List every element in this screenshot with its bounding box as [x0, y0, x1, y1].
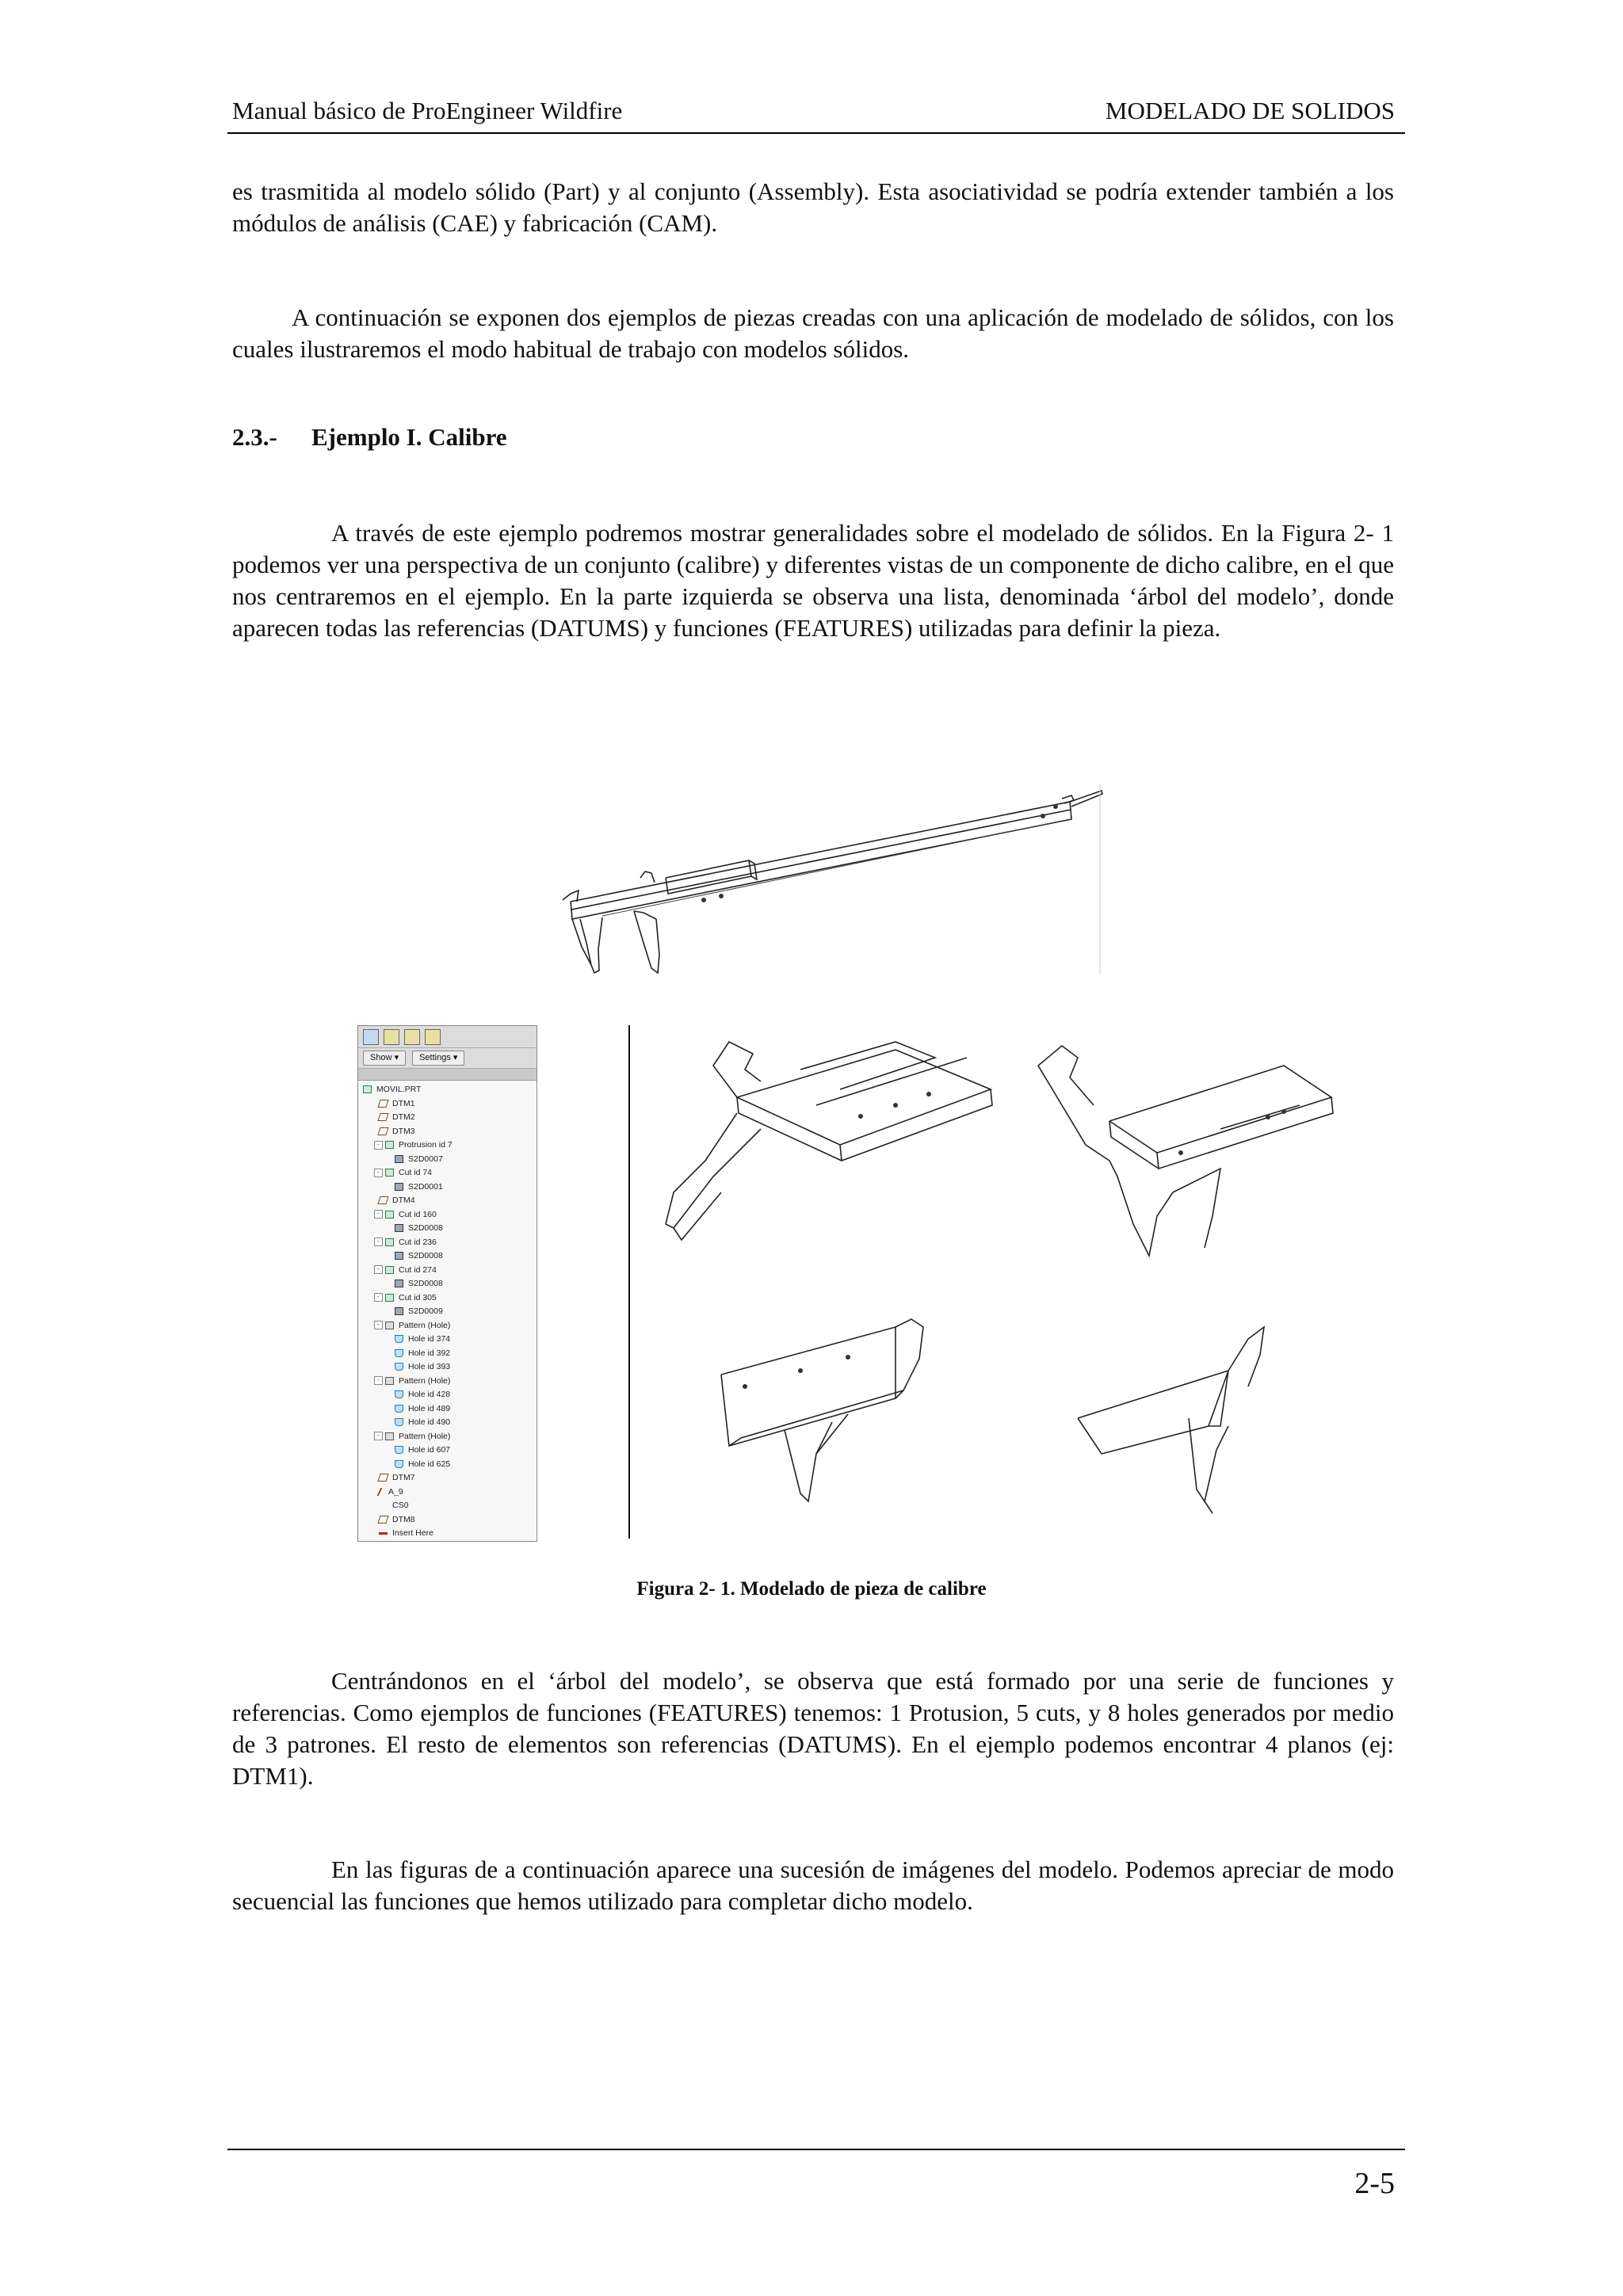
feature-icon	[385, 1266, 394, 1274]
paragraph-5: En las figuras de a continuación aparece una sucesión de imágenes del modelo. Podemos apreciar de modo secuencial las funciones que hemos utilizado para completar dicho modelo.	[232, 1855, 1394, 1915]
section-number: 2.3.-	[232, 423, 277, 451]
tree-item[interactable]	[358, 1194, 537, 1208]
tree-item[interactable]	[358, 1347, 537, 1361]
tree-item[interactable]	[358, 1458, 537, 1472]
hole-icon	[395, 1335, 403, 1343]
figure-divider	[628, 1025, 630, 1539]
tree-item[interactable]	[358, 1097, 537, 1112]
datum-plane-icon	[377, 1196, 388, 1204]
datum-plane-icon	[377, 1113, 388, 1121]
figure-caption: Figura 2- 1. Modelado de pieza de calibre	[636, 1578, 987, 1600]
tree-item-label: Cut id 160	[399, 1209, 437, 1219]
tree-item[interactable]	[358, 1375, 537, 1389]
tree-item-label: S2D0009	[408, 1306, 443, 1316]
pattern-icon	[385, 1322, 394, 1329]
tree-item[interactable]	[358, 1471, 537, 1486]
tree-item[interactable]	[358, 1277, 537, 1291]
tree-item[interactable]	[358, 1486, 537, 1500]
hole-icon	[395, 1460, 403, 1468]
tree-item[interactable]	[358, 1527, 537, 1541]
collapse-icon[interactable]: -	[374, 1376, 383, 1385]
datum-plane-icon	[377, 1474, 388, 1482]
tree-item[interactable]	[358, 1111, 537, 1125]
collapse-icon[interactable]: -	[374, 1169, 383, 1177]
tree-item[interactable]	[358, 1222, 537, 1236]
datum-axis-icon	[377, 1488, 386, 1496]
section-heading	[232, 423, 507, 452]
tree-item-label: Hole id 490	[408, 1417, 451, 1427]
show-menu-button[interactable]: Show ▾	[363, 1051, 406, 1066]
collapse-icon[interactable]: -	[374, 1141, 383, 1150]
tree-item-label: Hole id 374	[408, 1334, 451, 1344]
add-item-icon[interactable]	[404, 1029, 420, 1045]
hole-icon	[395, 1363, 403, 1371]
collapse-icon[interactable]: -	[374, 1293, 383, 1302]
tree-item-label: Protrusion id 7	[399, 1140, 453, 1150]
caliper-assembly-figure	[555, 784, 1102, 982]
tree-item-label: Cut id 74	[399, 1168, 433, 1177]
tree-item[interactable]	[358, 1166, 537, 1180]
tree-item-label: DTM4	[392, 1196, 415, 1205]
tree-item-label: CS0	[392, 1501, 409, 1510]
part-view-bottom-right	[1070, 1323, 1284, 1521]
tree-item-label: Hole id 392	[408, 1348, 451, 1358]
tree-item[interactable]	[358, 1402, 537, 1417]
tree-item[interactable]	[358, 1236, 537, 1250]
sketch-icon	[395, 1224, 403, 1232]
tree-item[interactable]	[358, 1125, 537, 1139]
tree-item-label: Pattern (Hole)	[399, 1375, 451, 1386]
feature-icon	[385, 1294, 394, 1302]
header-rule	[227, 132, 1405, 134]
header-title: Manual básico de ProEngineer Wildfire	[232, 97, 623, 124]
tree-item[interactable]	[358, 1180, 537, 1195]
model-tree-panel	[357, 1025, 537, 1542]
footer-rule	[227, 2149, 1405, 2150]
tree-item-label: Hole id 428	[408, 1390, 451, 1399]
paragraph-3: A través de este ejemplo podremos mostrar generalidades sobre el modelado de sólidos. En la Figura 2- 1 podemos ver una perspectiva de un conjunto (calibre) y diferentes vistas de un componente de dicho calibre, en el que nos centraremos en el ejemplo. En la parte izquierda se observa una lista, denominada ‘árbol del modelo’, donde aparecen todas las referencias (DATUMS) y funciones (FEATURES) utilizadas para definir la pieza.	[232, 519, 1394, 642]
tree-item[interactable]	[358, 1444, 537, 1458]
tree-item-label: Pattern (Hole)	[399, 1431, 451, 1441]
tree-item[interactable]	[358, 1305, 537, 1319]
pattern-icon	[385, 1432, 394, 1440]
feature-icon	[385, 1169, 394, 1177]
datum-plane-icon	[377, 1516, 388, 1524]
tree-item[interactable]	[358, 1388, 537, 1402]
tree-item[interactable]	[358, 1360, 537, 1375]
tree-item-label: DTM8	[392, 1514, 415, 1524]
tree-item-label: S2D0007	[408, 1154, 443, 1164]
part-view-bottom-left	[705, 1311, 943, 1509]
tree-item[interactable]	[358, 1319, 537, 1333]
tree-item[interactable]	[358, 1138, 537, 1153]
tree-item-label: DTM2	[392, 1112, 415, 1122]
tree-item[interactable]	[358, 1430, 537, 1444]
model-tree-list	[358, 1081, 537, 1541]
hole-icon	[395, 1390, 403, 1398]
feature-icon	[385, 1141, 394, 1149]
tree-item-label: S2D0008	[408, 1279, 443, 1288]
model-tree-icon[interactable]	[363, 1029, 379, 1045]
sketch-icon	[395, 1183, 403, 1191]
model-tree-menu	[358, 1048, 537, 1069]
tree-item-label: Insert Here	[392, 1528, 433, 1538]
feature-icon	[385, 1211, 394, 1219]
sketch-icon	[395, 1280, 403, 1287]
tree-item[interactable]	[358, 1513, 537, 1527]
tree-item[interactable]	[358, 1249, 537, 1264]
collapse-icon[interactable]: -	[374, 1238, 383, 1246]
tree-item[interactable]	[358, 1083, 537, 1097]
tree-item-label: Hole id 625	[408, 1459, 451, 1469]
tree-item[interactable]	[358, 1333, 537, 1347]
hole-icon	[395, 1446, 403, 1454]
paragraph-2: A continuación se exponen dos ejemplos de piezas creadas con una aplicación de modelado de sólidos, con los cuales ilustraremos el modo habitual de trabajo con modelos sólidos.	[232, 303, 1394, 363]
tree-item[interactable]	[358, 1291, 537, 1306]
sketch-icon	[395, 1155, 403, 1163]
tree-item-label: S2D0008	[408, 1251, 443, 1261]
model-tree-toolbar	[358, 1026, 537, 1048]
tree-item-label: Pattern (Hole)	[399, 1320, 451, 1330]
tree-item[interactable]	[358, 1264, 537, 1278]
part-view-top-left	[658, 1034, 1006, 1248]
tree-item-label: S2D0008	[408, 1223, 443, 1233]
paragraph-4: Centrándonos en el ‘árbol del modelo’, se observa que está formado por una serie de funciones y referencias. Como ejemplos de funciones (FEATURES) tenemos: 1 Protusion, 5 cuts, y 8 holes generados por medio de 3 patrones. El resto de elementos son referencias (DATUMS). En el ejemplo podemos encontrar 4 planos (ej: DTM1).	[232, 1667, 1394, 1790]
tree-item-label: DTM7	[392, 1473, 415, 1482]
datum-plane-icon	[377, 1100, 388, 1108]
tree-item-label: MOVIL.PRT	[376, 1085, 422, 1094]
tree-item[interactable]	[358, 1208, 537, 1222]
tree-item[interactable]	[358, 1416, 537, 1430]
tree-item-label: Hole id 489	[408, 1403, 451, 1413]
settings-menu-button[interactable]: Settings ▾	[412, 1051, 464, 1066]
sketch-icon	[395, 1252, 403, 1260]
collapse-icon[interactable]: -	[374, 1265, 383, 1274]
model-tree-column-header	[358, 1069, 537, 1081]
feature-icon	[385, 1238, 394, 1246]
tree-item-label: Cut id 236	[399, 1237, 437, 1247]
tree-item-label: A_9	[388, 1486, 403, 1497]
datum-plane-icon	[377, 1127, 388, 1135]
header-section: MODELADO DE SOLIDOS	[1105, 97, 1395, 124]
hole-icon	[395, 1349, 403, 1357]
section-title: Ejemplo I. Calibre	[311, 423, 507, 451]
collapse-icon[interactable]: -	[374, 1321, 383, 1329]
hole-icon	[395, 1405, 403, 1413]
collapse-icon[interactable]: -	[374, 1432, 383, 1440]
collapse-icon[interactable]: -	[374, 1210, 383, 1219]
tree-item-label: DTM3	[392, 1126, 415, 1136]
tree-item-label: DTM1	[392, 1098, 415, 1108]
coordinate-system-icon	[377, 1501, 388, 1509]
tree-item-label: Cut id 305	[399, 1292, 437, 1302]
insert-here-icon	[379, 1532, 388, 1535]
part-view-top-right	[1014, 1034, 1347, 1272]
part-icon	[363, 1085, 372, 1093]
page-number: 2-5	[1354, 2167, 1395, 2200]
tree-item-label: Cut id 274	[399, 1264, 437, 1275]
layer-icon[interactable]	[384, 1029, 399, 1045]
pattern-icon	[385, 1377, 394, 1385]
tree-item-label: Hole id 607	[408, 1445, 451, 1455]
sketch-icon	[395, 1307, 403, 1315]
tree-item-label: Hole id 393	[408, 1362, 451, 1371]
paragraph-1: es trasmitida al modelo sólido (Part) y al conjunto (Assembly). Esta asociatividad se podría extender también a los módulos de análisis (CAE) y fabricación (CAM).	[232, 177, 1394, 237]
tree-item-label: S2D0001	[408, 1181, 443, 1192]
hole-icon	[395, 1418, 403, 1426]
tree-item[interactable]	[358, 1153, 537, 1167]
tree-item[interactable]	[358, 1499, 537, 1513]
open-folder-icon[interactable]	[425, 1029, 441, 1045]
